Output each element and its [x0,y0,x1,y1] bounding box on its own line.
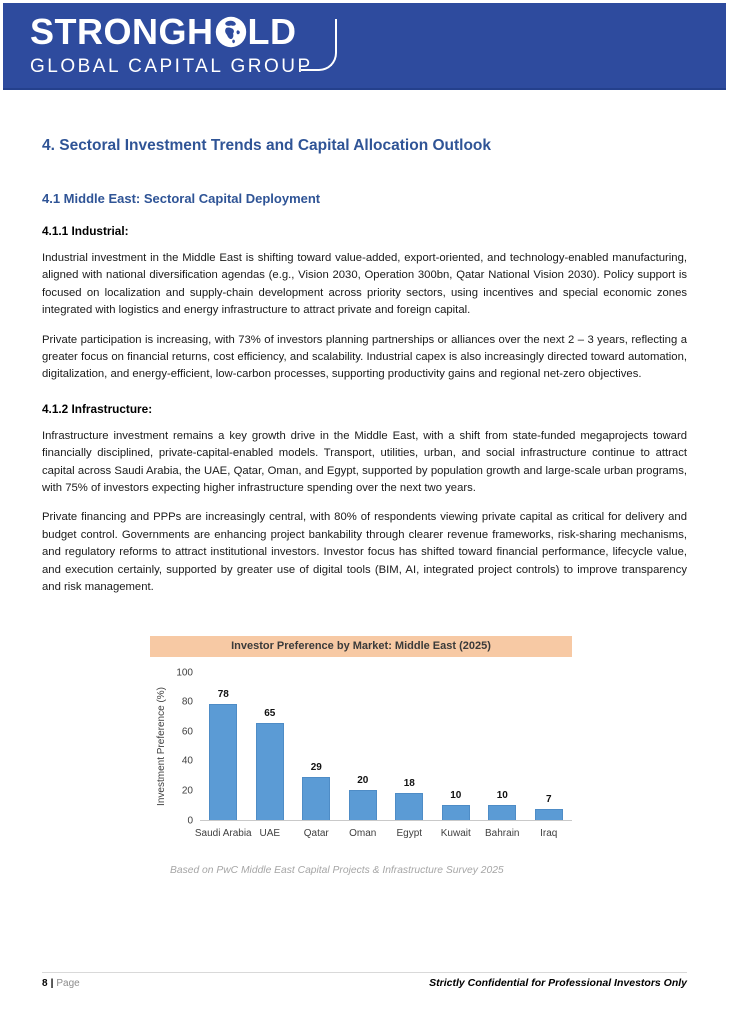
bar-value-label: 10 [496,789,508,801]
chart-source-caption: Based on PwC Middle East Capital Projects & Infrastructure Survey 2025 [170,864,504,876]
y-tick-label: 60 [181,726,193,738]
bar [395,777,423,839]
bar-category-label: Oman [349,827,377,839]
page-footer [42,972,687,989]
bar [302,761,330,839]
bar [349,774,377,839]
bar-category-label: Iraq [540,827,558,839]
company-logo [30,12,313,80]
y-axis [172,667,200,826]
y-tick-label: 80 [181,696,193,708]
header-banner [3,3,726,90]
y-tick-label: 40 [181,755,193,767]
bar-value-label: 10 [450,789,462,801]
brand-text-right: LD [247,10,297,52]
subsection-heading: 4.1 Middle East: Sectoral Capital Deployment [42,191,321,206]
subsubsection-heading-industrial: 4.1.1 Industrial: [42,224,129,238]
brand-name [30,12,313,52]
bar [535,794,563,839]
bar-value-label: 18 [403,777,415,789]
bar [194,689,252,839]
bar-value-label: 20 [357,774,369,786]
paragraph: Private financing and PPPs are increasingly central, with 80% of respondents viewing private capital as critical for delivery and budget control. Governments are enhancing project bankability through clearer revenue frameworks, risk-sharing mechanisms, and regulatory reforms to attract institutional investors. Investor focus has shifted toward financial performance, lifecycle value, and execution certainly, supported by greater use of digital tools (BIM, AI, integrated project controls) to improve transparency and risk management. [42,511,687,594]
bar [256,708,284,839]
page-separator: | [50,978,54,989]
y-tick-label: 20 [181,785,193,797]
bar-value-label: 78 [217,689,229,701]
subsubsection-heading-infrastructure: 4.1.2 Infrastructure: [42,401,153,416]
bar-category-label: Egypt [396,827,423,839]
page-word: Page [56,978,80,989]
logo-tail-line [301,19,337,71]
brand-subtitle: GLOBAL CAPITAL GROUP [30,55,313,77]
bar-value-label: 65 [264,708,276,720]
bar [485,789,520,839]
bar-category-label: Kuwait [440,827,471,839]
globe-icon [215,16,247,48]
section-heading: 4. Sectoral Investment Trends and Capital Allocation Outlook [42,137,492,154]
page-number-block [42,978,80,989]
confidentiality-notice: Strictly Confidential for Professional Investors Only [429,977,687,989]
chart-title: Investor Preference by Market: Middle East (2025) [150,636,572,657]
bar-category-label: UAE [259,827,281,839]
bar [440,789,471,839]
paragraph: Infrastructure investment remains a key growth drive in the Middle East, with a shift from state-funded megaprojects toward financially disciplined, private-capital-enabled models. Transport, utilities, urban, and social infrastructure continue to attract capital across Saudi Arabia, the UAE, Qatar, Oman, and Egypt, supported by population growth and large-scale urban programs, with 75% of investors expecting higher infrastructure spending over the next two years. [42,429,687,495]
paragraph: Private participation is increasing, with 73% of investors planning partnerships or alliances over the next 2 – 3 years, reflecting a greater focus on financial returns, cost efficiency, and scalability. Industrial capex is also increasingly directed toward automation, digitalization, and energy-efficient, low-carbon processes, supporting productivity gains and regional net-zero objectives. [42,333,687,381]
bar-chart [150,636,572,839]
bars-container [194,673,572,839]
bar-category-label: Bahrain [485,827,520,839]
y-axis-label: Investment Preference (%) [155,687,167,806]
y-tick-label: 0 [187,815,193,826]
chart-plot-area [150,667,572,839]
bar-value-label: 29 [310,761,322,773]
bar-category-label: Saudi Arabia [194,827,252,839]
y-tick-label: 100 [176,667,193,678]
page-number: 8 [42,978,48,989]
bar-category-label: Qatar [303,827,329,839]
document-body [0,137,729,876]
paragraph: Industrial investment in the Middle East is shifting toward value-added, export-oriented, and technology-enabled manufacturing, aligned with national diversification agendas (e.g., Vision 2030, Operation 300bn, Qatar National Vision 2030). Policy support is focused on localization and supply-chain development across priority sectors, using incentives and special economic zones integrated with logistics and energy infrastructure to attract private and foreign capital. [42,252,687,317]
brand-text-left: STRONGH [30,10,214,52]
bar-value-label: 7 [545,794,552,806]
